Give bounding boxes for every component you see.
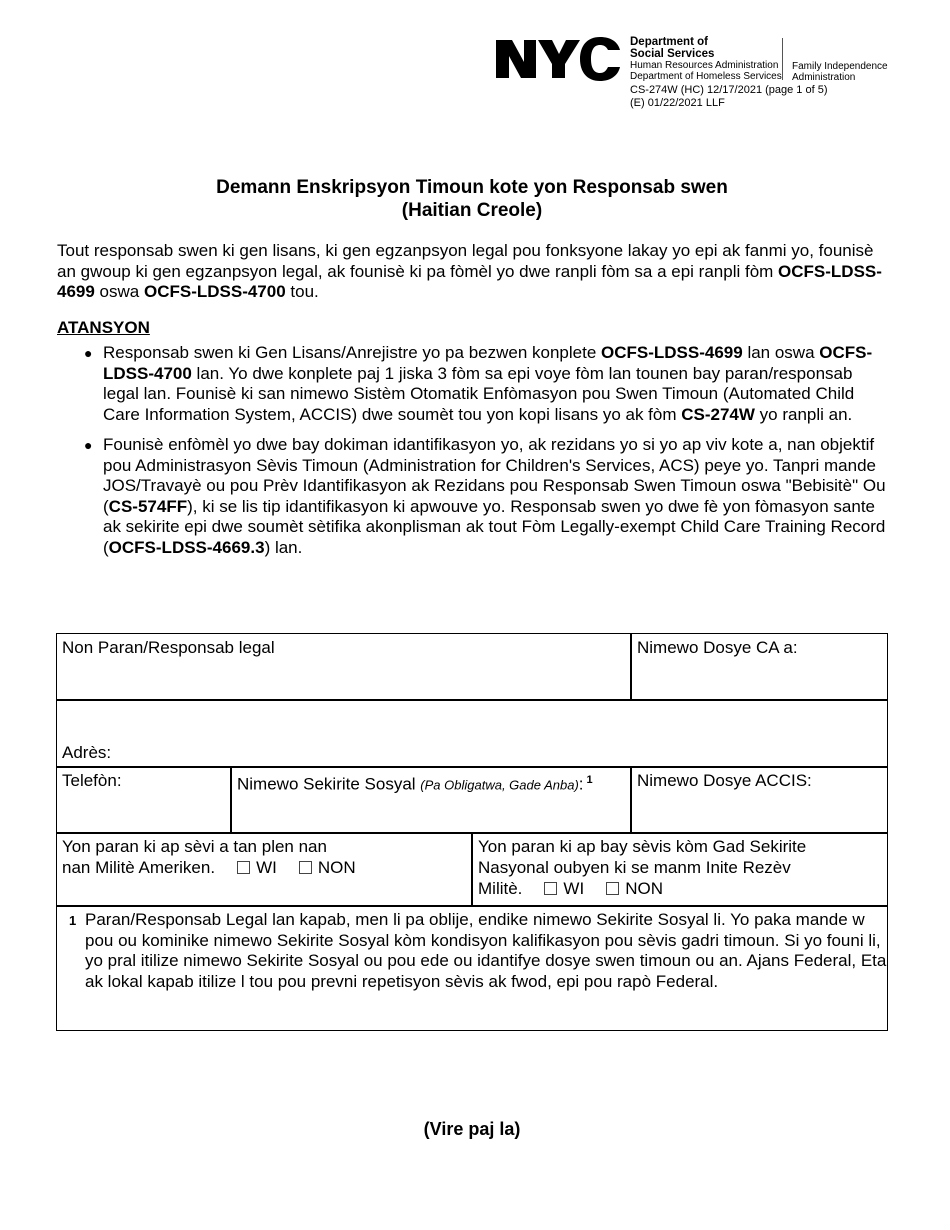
bullet2-text3: ) lan. <box>264 537 303 557</box>
fia-line2: Administration <box>792 72 856 83</box>
bullet2-form1: CS-574FF <box>108 496 188 516</box>
col-divider <box>471 833 473 906</box>
ca-case-number-field[interactable] <box>637 637 882 695</box>
guard-line2: Nasyonal oubyen ki se manm Inite Rezèv <box>478 858 791 877</box>
military-yes-label: WI <box>256 858 277 877</box>
parent-name-field[interactable] <box>62 637 622 695</box>
military-line2: nan Militè Ameriken. <box>62 858 216 877</box>
bullet2-text2: ), ki se lis tip idantifikasyon ki apwouve yo. Responsab swen yo dwe fè yon fòmasyon sante ak sekirite epi dwe soumèt sètifika akonplisman ak tout Fòm Legally-exempt Child Care Training Record ( <box>103 496 886 557</box>
guard-yes-label: WI <box>563 879 585 898</box>
attention-bullet-2 <box>57 435 887 558</box>
ssn-footnote <box>69 910 895 992</box>
form-id-line1: CS-274W (HC) 12/17/2021 (page 1 of 5) <box>630 84 828 96</box>
dhs-name: Department of Homeless Services <box>630 71 782 82</box>
address-label: Adrès: <box>62 743 112 762</box>
dept-name-line2: Social Services <box>630 48 715 60</box>
bullet1-text4: yo ranpli an. <box>754 404 853 424</box>
intro-form2: OCFS-LDSS-4700 <box>143 282 286 301</box>
attention-bullet-1 <box>57 343 887 425</box>
ssn-field[interactable] <box>237 770 627 828</box>
bullet1-text3: lan. Yo dwe konplete paj 1 jiska 3 fòm sa epi voye fòm lan tounen bay paran/responsab legal lan. Founisè ki san nimewo Sistèm Otomatik Enfòmasyon pou Swen Timoun (Automated Child Care Information System, ACCIS) dwe soumèt tou yon kopi lisans yo ak fòm <box>103 363 855 424</box>
ssn-label: Nimewo Sekirite Sosyal <box>237 774 416 794</box>
form-id-line2: (E) 01/22/2021 LLF <box>630 97 725 109</box>
bullet1-form1: OCFS-LDSS-4699 <box>601 343 743 362</box>
enrollment-form <box>56 633 888 1031</box>
nyc-logo <box>494 36 622 82</box>
bullet2-text1: Founisè enfòmèl yo dwe bay dokiman idantifikasyon yo, ak rezidans yo si yo ap viv kote a, nan objektif pou Administrasyon Sèvis Timoun (Administration for Children's Services, ACS) peye yo. Tanpri mande JOS/Travayè ou pou Prèv Idantifikasyon ak Rezidans pou Responsab Swen Timoun oswa "Bebisitè" Ou ( <box>103 435 886 516</box>
bullet1-text2: lan oswa <box>742 343 820 362</box>
intro-text2: oswa <box>94 282 144 301</box>
intro-form1: OCFS-LDSS-4699 <box>57 261 882 301</box>
guard-yes-checkbox[interactable] <box>544 882 557 895</box>
accis-case-number-label: Nimewo Dosye ACCIS: <box>637 771 812 790</box>
intro-paragraph <box>57 241 887 303</box>
guard-line1: Yon paran ki ap bay sèvis kòm Gad Sekirite <box>478 837 807 856</box>
bullet1-text1: Responsab swen ki Gen Lisans/Anrejistre yo pa bezwen konplete <box>103 343 602 362</box>
national-guard-question <box>478 836 883 899</box>
title-line1: Demann Enskripsyon Timoun kote yon Responsab swen <box>216 177 728 198</box>
guard-line3: Militè. <box>478 879 523 898</box>
phone-label: Telefòn: <box>62 771 122 790</box>
row-divider <box>57 699 887 701</box>
bullet2-form2: OCFS-LDSS-4669.3 <box>108 537 265 557</box>
row-divider <box>57 766 887 768</box>
col-divider <box>630 634 632 700</box>
agency-block <box>630 36 782 82</box>
col-divider <box>230 767 232 833</box>
form-id <box>630 84 828 110</box>
header-divider <box>782 38 783 80</box>
attention-heading: ATANSYON <box>57 318 150 337</box>
page-title <box>0 176 944 222</box>
title-line2: (Haitian Creole) <box>401 200 543 221</box>
guard-no-label: NON <box>625 879 663 898</box>
guard-no-checkbox[interactable] <box>606 882 619 895</box>
ca-case-number-label: Nimewo Dosye CA a: <box>637 638 798 657</box>
ssn-footnote-ref: 1 <box>586 774 593 786</box>
footnote-text: Paran/Responsab Legal lan kapab, men li pa oblije, endike nimewo Sekirite Sosyal li. Yo paka mande w pou ou kominike nimewo Sekirite Sosyal kòm kondisyon kalifikasyon pou sèvis gadri timoun. Si yo founi li, yo pral itilize nimewo Sekirite Sosyal ou pou ede ou idantifye dosye swen timoun ou an. Ajans Federal, Eta ak lokal kapab itilize l tou pou prevni repetisyon sèvis ak fwod, epi pou rapò Federal. <box>85 910 887 991</box>
turn-page-note: (Vire paj la) <box>423 1119 521 1139</box>
intro-text3: tou. <box>285 282 319 301</box>
attention-list <box>57 343 887 568</box>
military-question <box>62 836 467 878</box>
military-yes-checkbox[interactable] <box>237 861 250 874</box>
accis-case-number-field[interactable] <box>637 770 882 828</box>
parent-name-label: Non Paran/Responsab legal <box>62 638 275 657</box>
dept-name-line1: Department of <box>630 36 708 48</box>
address-field[interactable] <box>62 742 882 763</box>
bullet1-form3: CS-274W <box>681 404 755 424</box>
ssn-note: (Pa Obligatwa, Gade Anba) <box>420 777 579 793</box>
phone-field[interactable] <box>62 770 227 828</box>
ssn-colon: : <box>578 774 584 794</box>
fia-line1: Family Independence <box>792 61 888 72</box>
military-line1: Yon paran ki ap sèvi a tan plen nan <box>62 837 327 856</box>
intro-text1: Tout responsab swen ki gen lisans, ki gen egzanpsyon legal pou fonksyone lakay yo epi ak fanmi yo, founisè an gwoup ki gen egzanpsyon legal, ak founisè ki pa fòmèl yo dwe ranpli fòm sa a epi ranpli fòm <box>57 241 874 281</box>
military-no-label: NON <box>317 858 356 877</box>
bullet-dot-icon: ● <box>84 345 93 361</box>
bullet1-form2: OCFS-LDSS-4700 <box>103 343 873 383</box>
fia-block <box>792 61 888 83</box>
hra-name: Human Resources Administration <box>630 60 779 71</box>
col-divider <box>630 767 632 833</box>
footnote-number: 1 <box>69 913 77 928</box>
bullet-dot-icon: ● <box>84 437 93 453</box>
military-no-checkbox[interactable] <box>299 861 312 874</box>
